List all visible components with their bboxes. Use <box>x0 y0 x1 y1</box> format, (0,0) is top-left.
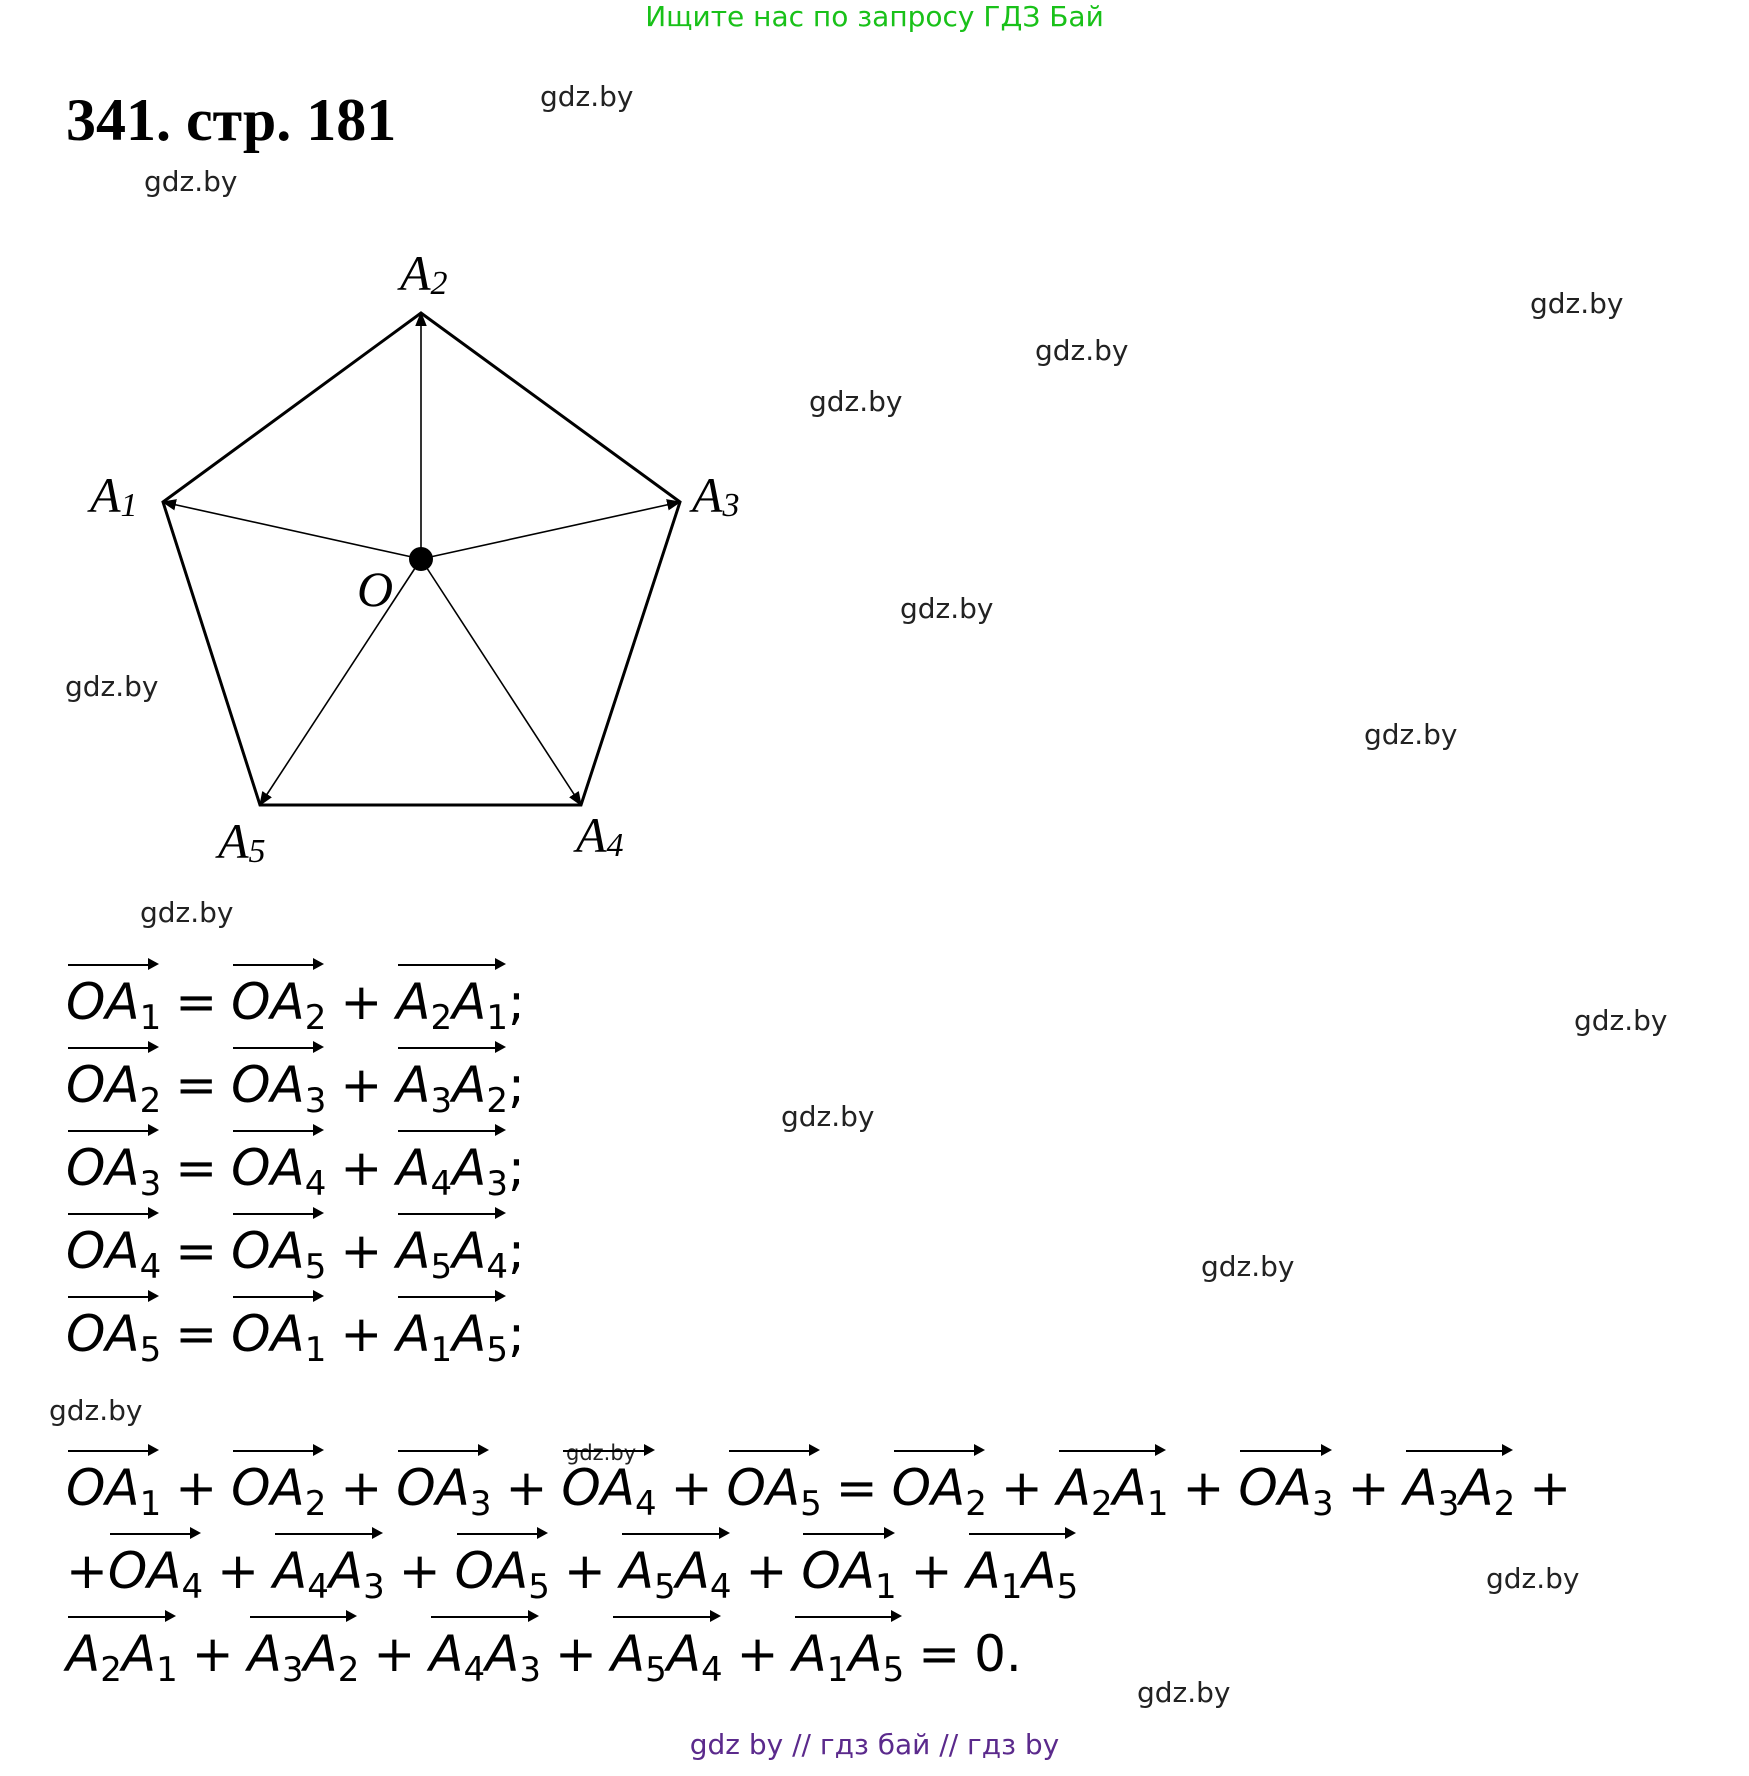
center-point <box>409 547 433 571</box>
vector-term: $A_5A_4$ <box>611 1612 723 1684</box>
watermark: gdz.by <box>1137 1676 1231 1709</box>
operator: + <box>340 1459 383 1517</box>
vertex-label-a1: A1 <box>90 467 138 524</box>
vector-term: $OA_5$ <box>727 1446 822 1518</box>
operator: = <box>175 1139 218 1197</box>
vector-term: $A_5A_4$ <box>620 1529 732 1601</box>
vector-term: $OA_2$ <box>231 1446 326 1518</box>
equation-row <box>66 1043 525 1121</box>
punctuation: ; <box>507 973 525 1031</box>
equation-row <box>66 1292 525 1370</box>
operator: + <box>1000 1459 1043 1517</box>
vector-term: $OA_3$ <box>231 1043 326 1115</box>
watermark: gdz.by <box>1486 1562 1580 1595</box>
watermark: gdz.by <box>540 80 634 113</box>
vertex-label-a4: A4 <box>576 807 624 864</box>
operator: + <box>736 1625 779 1683</box>
vector-term: $A_2A_1$ <box>396 960 508 1032</box>
watermark: gdz.by <box>1530 287 1624 320</box>
operator: + <box>745 1542 788 1600</box>
equation-row <box>66 960 525 1038</box>
operator: + <box>563 1542 606 1600</box>
vector-term: $OA_2$ <box>892 1446 987 1518</box>
vector-oa3 <box>421 502 680 559</box>
operator: + <box>910 1542 953 1600</box>
watermark: gdz.by <box>140 896 234 929</box>
watermark: gdz.by <box>1201 1250 1295 1283</box>
vector-term: $OA_3$ <box>1238 1446 1333 1518</box>
operator: = <box>175 1056 218 1114</box>
watermark: gdz.by <box>781 1100 875 1133</box>
operator: = <box>918 1625 961 1683</box>
watermark: gdz.by <box>566 1441 637 1465</box>
watermark: gdz.by <box>900 592 994 625</box>
operator: + <box>340 973 383 1031</box>
sum-row <box>66 1612 1022 1690</box>
punctuation: ; <box>507 1139 525 1197</box>
footer-links: gdz by // гдз бай // гдз by <box>689 1728 1060 1761</box>
operator: + <box>398 1542 441 1600</box>
operator: = <box>175 1305 218 1363</box>
vector-oa5 <box>260 559 421 805</box>
watermark: gdz.by <box>144 165 238 198</box>
vector-term: $A_5A_4$ <box>396 1209 508 1281</box>
watermark: gdz.by <box>809 385 903 418</box>
punctuation: 0. <box>974 1625 1022 1683</box>
vector-term: $A_3A_2$ <box>248 1612 360 1684</box>
vector-term: $A_4A_3$ <box>273 1529 385 1601</box>
vector-term: $A_2A_1$ <box>1057 1446 1169 1518</box>
operator: + <box>340 1222 383 1280</box>
watermark: gdz.by <box>1574 1004 1668 1037</box>
equation-row <box>66 1209 525 1287</box>
vector-term: $OA_1$ <box>801 1529 896 1601</box>
vector-oa1 <box>163 502 421 559</box>
operator: + <box>1182 1459 1225 1517</box>
operator: + <box>1347 1459 1390 1517</box>
vector-term: $OA_4$ <box>108 1529 203 1601</box>
pentagon-diagram <box>0 0 800 900</box>
punctuation: ; <box>507 1305 525 1363</box>
vector-term: $OA_3$ <box>66 1126 161 1198</box>
operator: + <box>217 1542 260 1600</box>
equation-row <box>66 1126 525 1204</box>
vector-term: $A_1A_5$ <box>396 1292 508 1364</box>
center-label: O <box>357 561 394 617</box>
operator: + <box>373 1625 416 1683</box>
vector-term: $OA_1$ <box>66 960 161 1032</box>
punctuation: ; <box>507 1222 525 1280</box>
operator: + <box>554 1625 597 1683</box>
vector-term: $OA_4$ <box>231 1126 326 1198</box>
vector-term: $A_4A_3$ <box>429 1612 541 1684</box>
operator: + <box>340 1056 383 1114</box>
vector-term: $OA_5$ <box>231 1209 326 1281</box>
watermark: gdz.by <box>65 670 159 703</box>
vertex-label-a3: A3 <box>692 467 740 524</box>
operator: + <box>340 1139 383 1197</box>
watermark: gdz.by <box>1035 334 1129 367</box>
operator: = <box>175 1222 218 1280</box>
operator: + <box>175 1459 218 1517</box>
watermark: gdz.by <box>49 1394 143 1427</box>
operator: + <box>670 1459 713 1517</box>
vector-term: $A_4A_3$ <box>396 1126 508 1198</box>
operator: + <box>340 1305 383 1363</box>
page-title: 341. стр. 181 <box>66 87 397 153</box>
sum-row <box>66 1446 1585 1524</box>
sum-row <box>66 1529 1079 1607</box>
vector-oa4 <box>421 559 581 805</box>
vector-term: $OA_3$ <box>396 1446 491 1518</box>
watermark: gdz.by <box>1364 718 1458 751</box>
vertex-label-a5: A5 <box>218 813 266 870</box>
vector-term: $OA_2$ <box>231 960 326 1032</box>
vector-term: $A_2A_1$ <box>66 1612 178 1684</box>
vector-term: $OA_5$ <box>455 1529 550 1601</box>
banner: Ищите нас по запросу ГДЗ Бай <box>645 0 1104 33</box>
vector-term: $A_1A_5$ <box>967 1529 1079 1601</box>
punctuation: + <box>66 1542 108 1600</box>
vector-term: $OA_5$ <box>66 1292 161 1364</box>
operator: + <box>191 1625 234 1683</box>
operator: + <box>1529 1459 1572 1517</box>
punctuation: ; <box>507 1056 525 1114</box>
vector-term: $OA_4$ <box>561 1446 656 1518</box>
vector-term: $A_3A_2$ <box>396 1043 508 1115</box>
vector-term: $A_3A_2$ <box>1404 1446 1516 1518</box>
vector-term: $A_1A_5$ <box>793 1612 905 1684</box>
operator: + <box>505 1459 548 1517</box>
vector-term: $OA_4$ <box>66 1209 161 1281</box>
operator: = <box>835 1459 878 1517</box>
vector-term: $OA_1$ <box>66 1446 161 1518</box>
operator: = <box>175 973 218 1031</box>
vector-term: $OA_1$ <box>231 1292 326 1364</box>
vertex-label-a2: A2 <box>400 245 448 302</box>
vector-term: $OA_2$ <box>66 1043 161 1115</box>
